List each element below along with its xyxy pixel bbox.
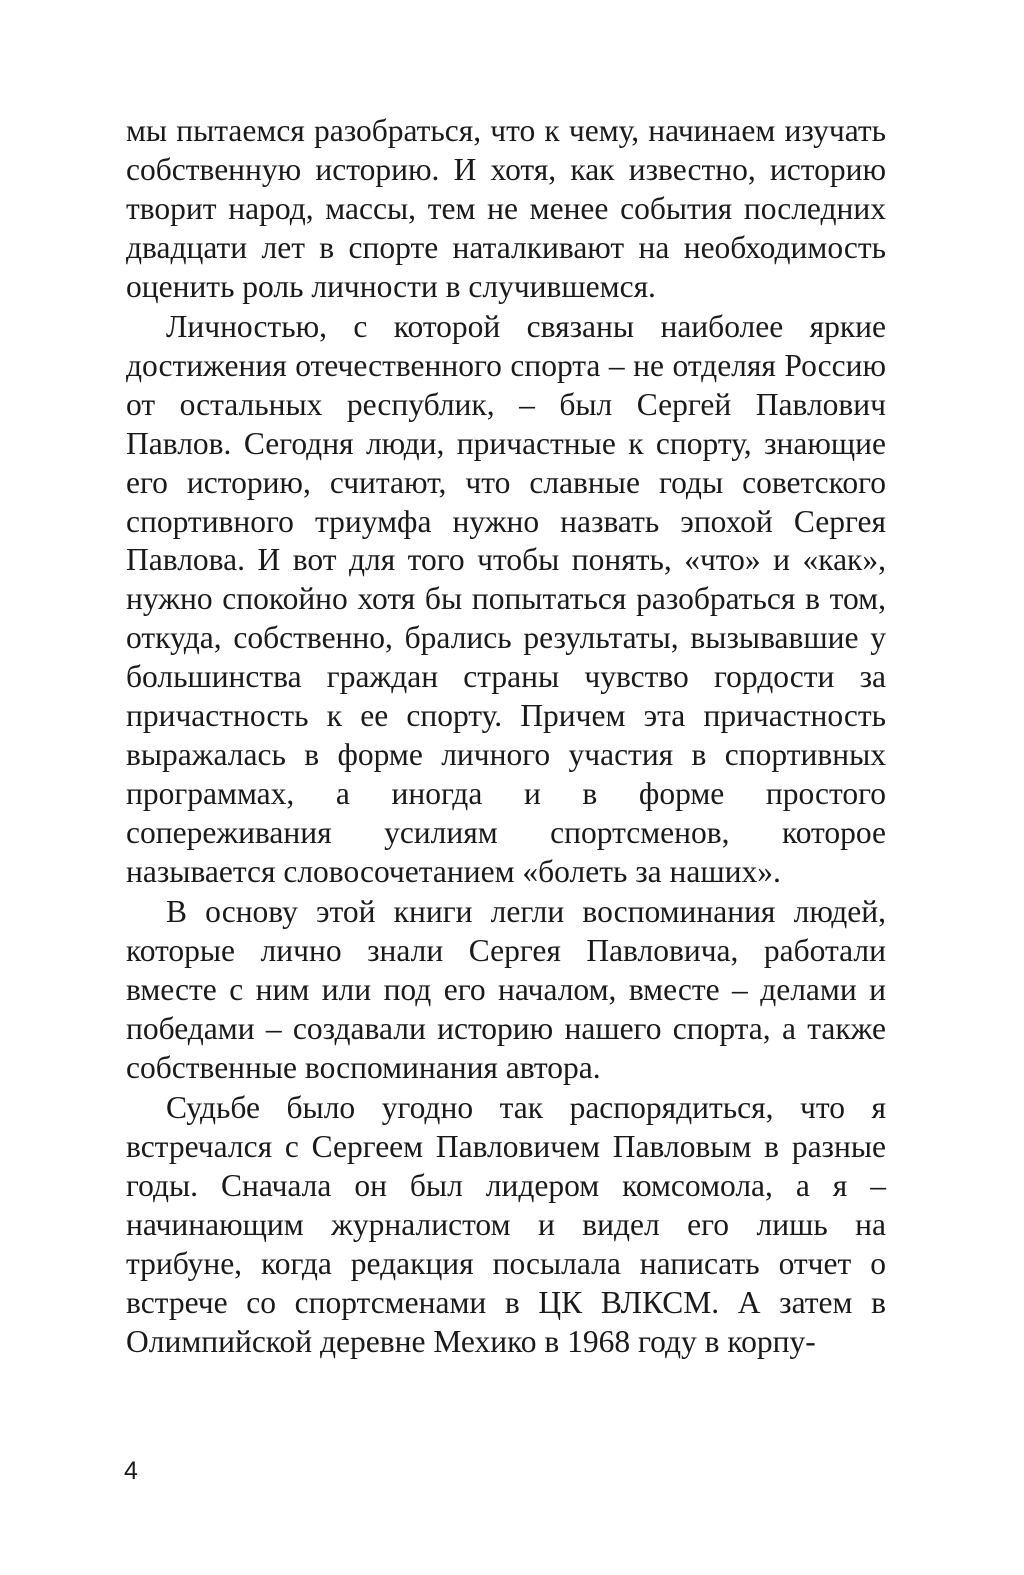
body-text [126, 112, 886, 1363]
paragraph-1: мы пытаемся разобраться, что к чему, начинаем изучать собственную историю. И хотя, как известно, историю творит народ, массы, тем не менее события последних двадцати лет в спорте наталкивают на необходимость оценить роль личности в случившемся. [126, 113, 886, 304]
paragraph-3: В основу этой книги легли воспоминания людей, которые лично знали Сергея Павловича, работали вместе с ним или под его началом, вместе – делами и победами – создавали историю нашего спорта, а также собственные воспоминания автора. [126, 894, 886, 1085]
page-number: 4 [124, 1457, 138, 1485]
paragraph-2: Личностью, с которой связаны наиболее яркие достижения отечественного спорта – не отделяя Россию от остальных республик, – был Сергей Павлович Павлов. Сегодня люди, причастные к спорту, знающие его историю, считают, что славные годы советского спортивного триумфа нужно назвать эпохой Сергея Павлова. И вот для того чтобы понять, «что» и «как», нужно спокойно хотя бы попытаться разобраться в том, откуда, собственно, брались результаты, вызывавшие у большинства граждан страны чувство гордости за причастность к ее спорту. Причем эта причастность выражалась в форме личного участия в спортивных программах, а иногда и в форме простого сопереживания усилиям спортсменов, которое называется словосочетанием «болеть за наших». [126, 309, 886, 889]
paragraph-4: Судьбе было угодно так распорядиться, что я встречался с Сергеем Павловичем Павловым в разные годы. Сначала он был лидером комсомола, а я – начинающим журналистом и видел его лишь на трибуне, когда редакция посылала написать отчет о встрече со спортсменами в ЦК ВЛКСМ. А затем в Олимпийской деревне Мехико в 1968 году в корпу- [126, 1090, 886, 1359]
